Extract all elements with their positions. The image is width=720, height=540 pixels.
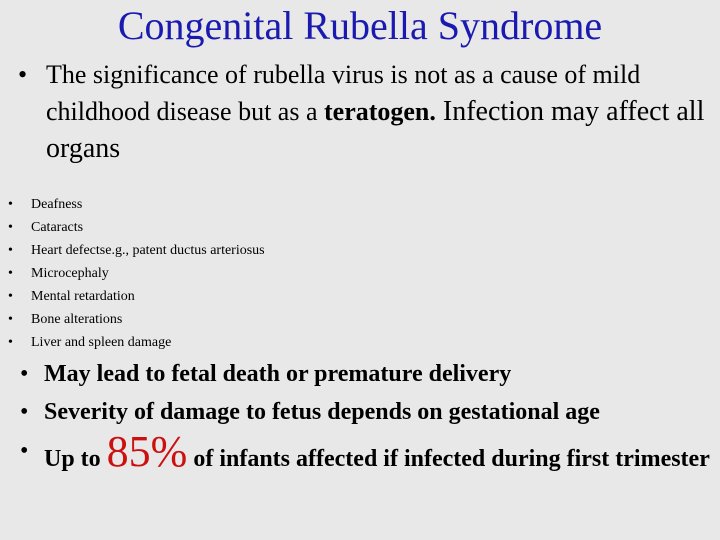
organ-label: Cataracts <box>31 220 84 235</box>
intro-paragraph <box>18 56 708 167</box>
bullet-marker: • <box>8 266 13 281</box>
bullet-marker: • <box>8 243 13 258</box>
organ-label: Microcephaly <box>31 266 109 281</box>
bullet-marker: • <box>8 312 13 327</box>
intro-text-part1: The significance of rubella virus is not as a cause of mild childhood disease but as a <box>46 60 641 126</box>
key-point-text-post: of infants affected if infected during first trimester <box>187 446 710 472</box>
percentage-highlight: 85% <box>106 427 188 476</box>
intro-text <box>18 56 708 167</box>
organ-label: Mental retardation <box>31 289 135 304</box>
organ-label: Liver and spleen damage <box>31 335 172 350</box>
key-points <box>20 355 710 476</box>
key-point-text-pre: Up to <box>44 446 107 472</box>
slide-title: Congenital Rubella Syndrome <box>117 3 603 48</box>
key-point-text: Severity of damage to fetus depends on gestational age <box>44 399 600 425</box>
key-point-text: May lead to fetal death or premature delivery <box>44 361 512 387</box>
bullet-marker: • <box>8 289 13 304</box>
bullet-marker: • <box>20 361 29 387</box>
bullet-marker: • <box>18 60 28 89</box>
bullet-marker: • <box>20 438 29 464</box>
teratogen-term: teratogen. <box>324 97 436 126</box>
intro-text-part2: Infection may affect all organs <box>46 96 705 164</box>
organ-label: Bone alterations <box>31 312 123 327</box>
bullet-marker: • <box>8 197 13 212</box>
bullet-marker: • <box>20 399 29 425</box>
key-point <box>20 427 710 476</box>
organ-label: Heart defectse.g., patent ductus arteriosus <box>31 243 265 258</box>
organ-label: Deafness <box>31 197 83 212</box>
bullet-marker: • <box>8 335 13 350</box>
bullet-marker: • <box>8 220 13 235</box>
key-point <box>20 355 710 393</box>
